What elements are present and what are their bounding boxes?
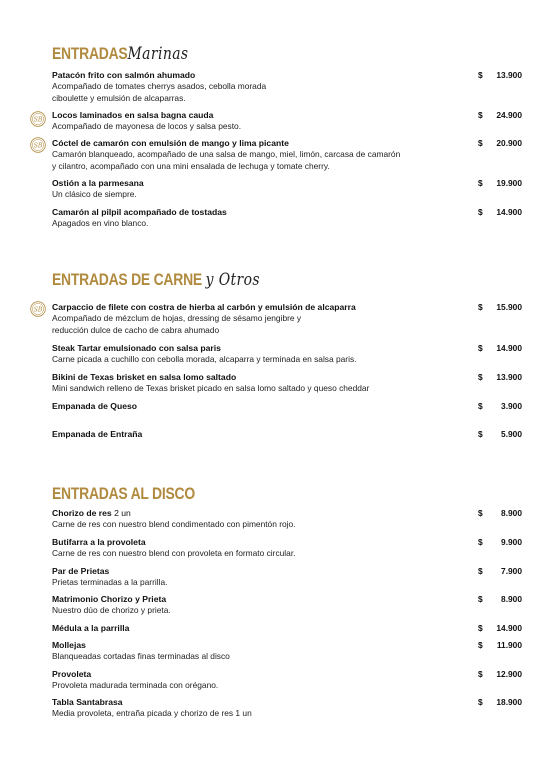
item-name: Tabla Santabrasa	[52, 697, 123, 707]
menu-item	[52, 302, 522, 336]
item-name: Ostión a la parmesana	[52, 178, 144, 188]
item-name: Par de Prietas	[52, 566, 110, 576]
item-desc: Acompañado de tomates cherrys asados, cebolla morada	[52, 81, 267, 91]
item-price: $ 11.900	[478, 640, 522, 650]
item-price: $ 24.900	[478, 110, 522, 120]
menu-item	[52, 110, 522, 133]
item-name: Camarón al pilpil acompañado de tostadas	[52, 207, 227, 217]
item-name: Médula a la parrilla	[52, 623, 130, 633]
item-price: $ 5.900	[478, 429, 522, 439]
item-name: Cóctel de camarón con emulsión de mango y lima picante	[52, 138, 289, 148]
item-desc: Un clásico de siempre.	[52, 189, 137, 199]
menu-item	[52, 537, 522, 560]
item-name: Patacón frito con salmón ahumado	[52, 70, 196, 80]
item-desc: Carne de res con nuestro blend con provoleta en formato circular.	[52, 548, 296, 558]
item-desc: Provoleta madurada terminada con orégano.	[52, 680, 219, 690]
menu-item	[52, 207, 522, 230]
item-name-text: Chorizo de res	[52, 508, 112, 518]
item-desc: Camarón blanqueado, acompañado de una salsa de mango, miel, limón, carcasa de camarón	[52, 149, 401, 159]
item-price: $ 15.900	[478, 302, 522, 312]
item-price: $ 7.900	[478, 566, 522, 576]
item-desc: Nuestro dúo de chorizo y prieta.	[52, 605, 171, 615]
item-price: $ 14.900	[478, 207, 522, 217]
section-title-text: ENTRADAS AL DISCO	[52, 484, 195, 503]
item-desc: y cilantro, acompañado con una mini ensalada de lechuga y tomate cherry.	[52, 160, 330, 171]
menu-item	[52, 372, 522, 395]
item-desc: Mini sandwich relleno de Texas brisket picado en salsa lomo saltado y queso cheddar	[52, 383, 370, 393]
menu-item	[52, 70, 522, 104]
item-price: $ 3.900	[478, 401, 522, 411]
item-name: Butifarra a la provoleta	[52, 537, 146, 547]
item-desc: Blanqueadas cortadas finas terminadas al disco	[52, 651, 230, 661]
item-desc: Acompañado de mézclum de hojas, dressing de sésamo jengibre y	[52, 313, 302, 323]
item-desc: ciboulette y emulsión de alcaparras.	[52, 92, 186, 103]
seal-icon	[30, 301, 46, 317]
menu-item	[52, 343, 522, 366]
item-name: Mollejas	[52, 640, 86, 650]
menu-item	[52, 669, 522, 692]
item-desc: Apagados en vino blanco.	[52, 218, 149, 228]
item-desc: Prietas terminadas a la parrilla.	[52, 577, 168, 587]
section-title-script: y Otros	[205, 270, 261, 290]
item-price: $ 20.900	[478, 138, 522, 148]
item-name-suffix: 2 un	[111, 508, 131, 518]
svg-text:SB: SB	[33, 142, 43, 150]
item-desc: Carne picada a cuchillo con cebolla morada, alcaparra y terminada en salsa paris.	[52, 354, 357, 364]
menu-item	[52, 508, 522, 531]
menu-item	[52, 178, 522, 201]
item-desc: Acompañado de mayonesa de locos y salsa pesto.	[52, 121, 242, 131]
menu-item	[52, 138, 522, 172]
item-name: Provoleta	[52, 669, 92, 679]
menu-item	[52, 640, 522, 663]
item-desc: Media provoleta, entraña picada y chorizo de res 1 un	[52, 708, 252, 718]
item-price: $ 19.900	[478, 178, 522, 188]
menu-item	[52, 429, 522, 440]
item-name: Steak Tartar emulsionado con salsa paris	[52, 343, 221, 353]
section-title-text: ENTRADAS	[52, 44, 128, 63]
section-title-text: ENTRADAS DE CARNE	[52, 270, 202, 289]
item-name: Empanada de Queso	[52, 401, 138, 411]
item-name: Empanada de Entraña	[52, 429, 143, 439]
item-name: Carpaccio de filete con costra de hierba al carbón y emulsión de alcaparra	[52, 302, 356, 312]
seal-icon	[30, 137, 46, 153]
menu-item	[52, 401, 522, 412]
svg-text:SB: SB	[33, 306, 43, 314]
item-name: Locos laminados en salsa bagna cauda	[52, 110, 214, 120]
item-price: $ 14.900	[478, 623, 522, 633]
item-price: $ 8.900	[478, 594, 522, 604]
item-name	[52, 508, 522, 519]
section-title-entradas-marinas	[52, 44, 189, 64]
item-desc: reducción dulce de cacho de cabra ahumado	[52, 324, 220, 335]
item-price: $ 9.900	[478, 537, 522, 547]
item-price: $ 18.900	[478, 697, 522, 707]
item-price: $ 12.900	[478, 669, 522, 679]
menu-item	[52, 594, 522, 617]
menu-item	[52, 623, 522, 634]
svg-text:SB: SB	[33, 116, 43, 124]
item-price: $ 13.900	[478, 372, 522, 382]
section-title-script: Marinas	[127, 44, 189, 64]
menu-item	[52, 566, 522, 589]
item-name: Bikini de Texas brisket en salsa lomo saltado	[52, 372, 237, 382]
item-price: $ 13.900	[478, 70, 522, 80]
item-price: $ 14.900	[478, 343, 522, 353]
item-desc: Carne de res con nuestro blend condimentado con pimentón rojo.	[52, 519, 296, 529]
menu-item	[52, 697, 522, 720]
section-title-entradas-disco	[52, 484, 195, 504]
item-name: Matrimonio Chorizo y Prieta	[52, 594, 167, 604]
item-price: $ 8.900	[478, 508, 522, 518]
section-title-entradas-carne	[52, 270, 260, 290]
seal-icon	[30, 111, 46, 127]
